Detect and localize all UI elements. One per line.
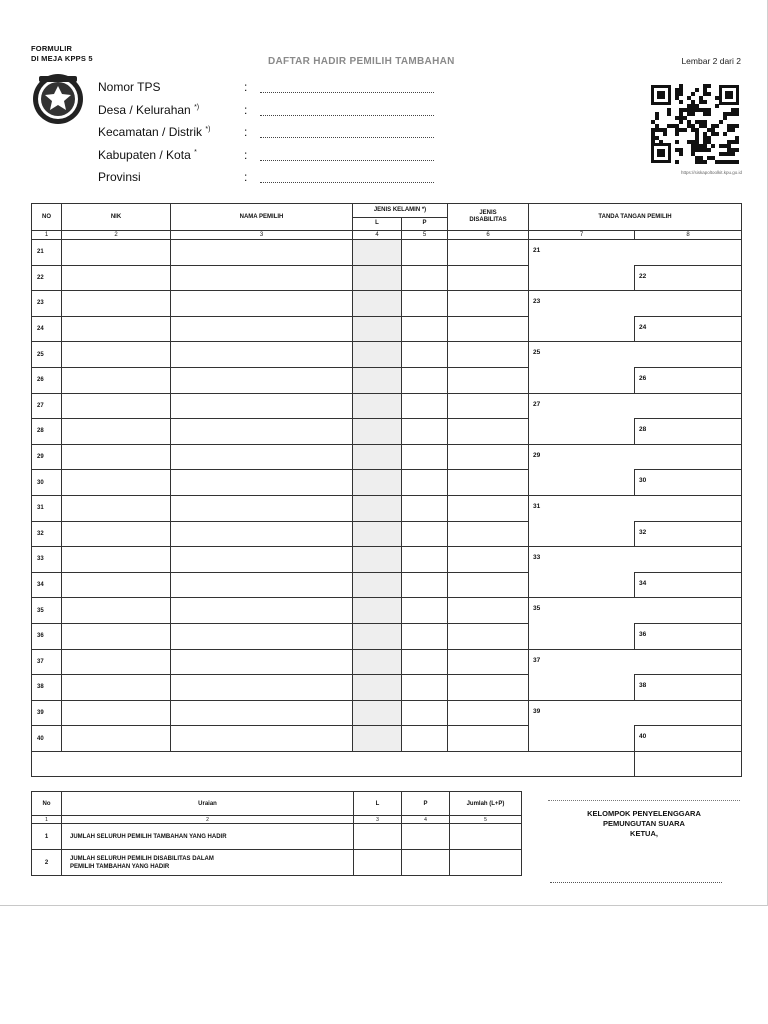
cell-disabilitas[interactable] bbox=[448, 291, 529, 317]
cell-jk-p[interactable] bbox=[402, 623, 448, 649]
field-input-line[interactable] bbox=[260, 80, 434, 93]
sum-cell-l[interactable] bbox=[354, 850, 402, 876]
cell-nama[interactable] bbox=[171, 316, 353, 342]
cell-signature[interactable] bbox=[529, 547, 635, 573]
signature-number: 24 bbox=[639, 323, 647, 331]
summary-table bbox=[31, 791, 522, 876]
table-row bbox=[32, 265, 742, 291]
cell-signature[interactable] bbox=[635, 675, 742, 701]
cell-disabilitas[interactable] bbox=[448, 700, 529, 726]
cell-signature[interactable] bbox=[529, 649, 635, 675]
field-label: Kabupaten / Kota bbox=[98, 147, 191, 162]
cell-signature[interactable] bbox=[529, 444, 635, 470]
cell-jk-p[interactable] bbox=[402, 265, 448, 291]
sum-header-p: P bbox=[402, 792, 450, 816]
cell-signature[interactable] bbox=[529, 598, 635, 624]
cell-nik[interactable] bbox=[62, 495, 171, 521]
row-number: 28 bbox=[32, 419, 62, 445]
signature-org-line2: PEMUNGUTAN SUARA bbox=[603, 819, 685, 828]
row-number: 27 bbox=[32, 393, 62, 419]
form-code bbox=[31, 44, 93, 64]
sum-header-uraian: Uraian bbox=[62, 792, 354, 816]
cell-signature-blank bbox=[635, 547, 742, 573]
sum-header-l: L bbox=[354, 792, 402, 816]
cell-jk-p[interactable] bbox=[402, 393, 448, 419]
cell-jk-p[interactable] bbox=[402, 572, 448, 598]
signature-number: 35 bbox=[533, 605, 541, 613]
signature-number: 33 bbox=[533, 554, 541, 562]
cell-disabilitas[interactable] bbox=[448, 521, 529, 547]
cell-jk-l[interactable] bbox=[353, 240, 402, 266]
cell-jk-l[interactable] bbox=[353, 623, 402, 649]
row-number: 39 bbox=[32, 700, 62, 726]
cell-disabilitas[interactable] bbox=[448, 598, 529, 624]
sum-cell-jumlah[interactable] bbox=[450, 824, 522, 850]
cell-signature[interactable] bbox=[635, 419, 742, 445]
cell-nik[interactable] bbox=[62, 726, 171, 752]
cell-nik[interactable] bbox=[62, 265, 171, 291]
sum-cell-l[interactable] bbox=[354, 824, 402, 850]
signature-number: 26 bbox=[639, 374, 647, 382]
cell-disabilitas[interactable] bbox=[448, 572, 529, 598]
table-row bbox=[32, 675, 742, 701]
cell-signature[interactable] bbox=[635, 572, 742, 598]
qr-url: https://siskapoltoolkit.kpu.go.id bbox=[680, 170, 742, 175]
cell-jk-p[interactable] bbox=[402, 240, 448, 266]
sum-cell-p[interactable] bbox=[402, 824, 450, 850]
cell-disabilitas[interactable] bbox=[448, 495, 529, 521]
field-label: Kecamatan / Distrik bbox=[98, 125, 203, 139]
cell-jk-l[interactable] bbox=[353, 291, 402, 317]
cell-jk-l[interactable] bbox=[353, 470, 402, 496]
cell-nik[interactable] bbox=[62, 547, 171, 573]
cell-nik[interactable] bbox=[62, 470, 171, 496]
cell-nama[interactable] bbox=[171, 444, 353, 470]
form-code-line2: DI MEJA KPPS 5 bbox=[31, 54, 93, 63]
cell-signature-blank bbox=[635, 700, 742, 726]
cell-nik[interactable] bbox=[62, 700, 171, 726]
cell-nama[interactable] bbox=[171, 547, 353, 573]
cell-nik[interactable] bbox=[62, 623, 171, 649]
cell-nama[interactable] bbox=[171, 393, 353, 419]
cell-nama[interactable] bbox=[171, 419, 353, 445]
attendance-body bbox=[32, 240, 742, 777]
signature-role: KETUA, bbox=[630, 829, 658, 838]
cell-nik[interactable] bbox=[62, 598, 171, 624]
cell-jk-l[interactable] bbox=[353, 700, 402, 726]
row-number: 31 bbox=[32, 495, 62, 521]
cell-nama[interactable] bbox=[171, 291, 353, 317]
table-row bbox=[32, 393, 742, 419]
cell-nama[interactable] bbox=[171, 240, 353, 266]
signature-number: 29 bbox=[533, 451, 541, 459]
sum-row bbox=[32, 824, 522, 850]
cell-signature-blank bbox=[529, 316, 635, 342]
cell-signature-blank bbox=[635, 598, 742, 624]
cell-nama[interactable] bbox=[171, 342, 353, 368]
cell-signature-blank bbox=[635, 444, 742, 470]
table-row bbox=[32, 547, 742, 573]
table-row bbox=[32, 572, 742, 598]
kpu-logo-icon bbox=[31, 72, 85, 126]
cell-signature[interactable] bbox=[635, 367, 742, 393]
cell-nama[interactable] bbox=[171, 675, 353, 701]
page-title: DAFTAR HADIR PEMILIH TAMBAHAN bbox=[268, 56, 455, 67]
cell-signature-blank bbox=[635, 291, 742, 317]
cell-jk-p[interactable] bbox=[402, 598, 448, 624]
cell-jk-l[interactable] bbox=[353, 419, 402, 445]
cell-nik[interactable] bbox=[62, 521, 171, 547]
cell-signature-blank bbox=[529, 265, 635, 291]
col-header-l: L bbox=[353, 217, 402, 231]
cell-jk-l[interactable] bbox=[353, 444, 402, 470]
table-row bbox=[32, 598, 742, 624]
cell-disabilitas[interactable] bbox=[448, 367, 529, 393]
cell-signature[interactable] bbox=[635, 265, 742, 291]
cell-signature-blank bbox=[635, 495, 742, 521]
row-number: 40 bbox=[32, 726, 62, 752]
table-row bbox=[32, 291, 742, 317]
field-kecamatan: Kecamatan / Distrik *) : bbox=[98, 125, 434, 148]
signature-number: 30 bbox=[639, 477, 647, 485]
cell-disabilitas[interactable] bbox=[448, 393, 529, 419]
cell-signature[interactable] bbox=[529, 240, 635, 266]
cell-jk-l[interactable] bbox=[353, 726, 402, 752]
qr-code-icon bbox=[650, 84, 740, 164]
signature-name-line[interactable] bbox=[550, 882, 722, 883]
col-header-no: NO bbox=[32, 204, 62, 231]
col-header-nik: NIK bbox=[62, 204, 171, 231]
row-number: 22 bbox=[32, 265, 62, 291]
table-row bbox=[32, 623, 742, 649]
cell-nama[interactable] bbox=[171, 521, 353, 547]
table-row bbox=[32, 495, 742, 521]
cell-nik[interactable] bbox=[62, 393, 171, 419]
cell-disabilitas[interactable] bbox=[448, 316, 529, 342]
cell-disabilitas[interactable] bbox=[448, 470, 529, 496]
cell-jk-l[interactable] bbox=[353, 265, 402, 291]
sum-row bbox=[32, 850, 522, 876]
cell-signature-blank bbox=[529, 572, 635, 598]
cell-jk-l[interactable] bbox=[353, 598, 402, 624]
cell-nik[interactable] bbox=[62, 444, 171, 470]
signature-number: 27 bbox=[533, 400, 541, 408]
cell-signature[interactable] bbox=[529, 291, 635, 317]
row-number: 35 bbox=[32, 598, 62, 624]
signature-number: 31 bbox=[533, 502, 541, 510]
row-number: 38 bbox=[32, 675, 62, 701]
cell-nama[interactable] bbox=[171, 572, 353, 598]
field-input-line[interactable] bbox=[260, 170, 434, 183]
cell-disabilitas[interactable] bbox=[448, 419, 529, 445]
cell-nama[interactable] bbox=[171, 265, 353, 291]
attendance-table bbox=[31, 203, 742, 777]
cell-jk-p[interactable] bbox=[402, 367, 448, 393]
cell-signature-blank bbox=[635, 393, 742, 419]
cell-jk-l[interactable] bbox=[353, 342, 402, 368]
table-row bbox=[32, 649, 742, 675]
signature-number: 22 bbox=[639, 272, 647, 280]
cell-signature[interactable] bbox=[635, 316, 742, 342]
field-nomor-tps bbox=[98, 80, 434, 103]
cell-jk-p[interactable] bbox=[402, 649, 448, 675]
table-row bbox=[32, 240, 742, 266]
cell-jk-p[interactable] bbox=[402, 444, 448, 470]
cell-signature[interactable] bbox=[635, 726, 742, 752]
cell-signature-blank bbox=[635, 649, 742, 675]
cell-disabilitas[interactable] bbox=[448, 675, 529, 701]
cell-jk-p[interactable] bbox=[402, 316, 448, 342]
cell-nama[interactable] bbox=[171, 700, 353, 726]
cell-nama[interactable] bbox=[171, 495, 353, 521]
signature-number: 40 bbox=[639, 733, 647, 741]
table-row bbox=[32, 444, 742, 470]
cell-disabilitas[interactable] bbox=[448, 649, 529, 675]
cell-nama[interactable] bbox=[171, 726, 353, 752]
cell-signature[interactable] bbox=[635, 470, 742, 496]
cell-jk-p[interactable] bbox=[402, 470, 448, 496]
sum-row-desc: JUMLAH SELURUH PEMILIH DISABILITAS DALAM PEMILIH TAMBAHAN YANG HADIR bbox=[62, 850, 354, 876]
cell-jk-p[interactable] bbox=[402, 342, 448, 368]
cell-jk-l[interactable] bbox=[353, 495, 402, 521]
cell-signature-blank bbox=[635, 342, 742, 368]
cell-jk-p[interactable] bbox=[402, 700, 448, 726]
signature-org-line1: KELOMPOK PENYELENGGARA bbox=[587, 809, 701, 818]
cell-disabilitas[interactable] bbox=[448, 547, 529, 573]
cell-disabilitas[interactable] bbox=[448, 444, 529, 470]
cell-disabilitas[interactable] bbox=[448, 726, 529, 752]
sum-row-no: 1 bbox=[32, 824, 62, 850]
field-kabupaten: Kabupaten / Kota * : bbox=[98, 148, 434, 171]
table-footer-row bbox=[32, 751, 742, 776]
row-number: 25 bbox=[32, 342, 62, 368]
cell-signature-blank bbox=[529, 419, 635, 445]
signature-block bbox=[546, 800, 742, 839]
signature-number: 32 bbox=[639, 528, 647, 536]
row-number: 37 bbox=[32, 649, 62, 675]
table-row bbox=[32, 470, 742, 496]
header-fields bbox=[98, 80, 434, 193]
signature-number: 25 bbox=[533, 349, 541, 357]
cell-nik[interactable] bbox=[62, 572, 171, 598]
sum-cell-jumlah[interactable] bbox=[450, 850, 522, 876]
table-row bbox=[32, 700, 742, 726]
field-colon: : bbox=[244, 147, 248, 162]
cell-disabilitas[interactable] bbox=[448, 265, 529, 291]
cell-jk-l[interactable] bbox=[353, 521, 402, 547]
row-number: 34 bbox=[32, 572, 62, 598]
sum-row-desc: JUMLAH SELURUH PEMILIH TAMBAHAN YANG HADIR bbox=[62, 824, 354, 850]
row-number: 26 bbox=[32, 367, 62, 393]
sum-number-row: 1 2 3 4 5 bbox=[32, 816, 522, 824]
table-row bbox=[32, 726, 742, 752]
cell-nik[interactable] bbox=[62, 316, 171, 342]
cell-jk-l[interactable] bbox=[353, 675, 402, 701]
field-input-line[interactable] bbox=[260, 103, 434, 116]
cell-signature-blank bbox=[635, 240, 742, 266]
table-row bbox=[32, 419, 742, 445]
row-number: 30 bbox=[32, 470, 62, 496]
cell-signature-blank bbox=[529, 675, 635, 701]
cell-jk-p[interactable] bbox=[402, 495, 448, 521]
cell-jk-p[interactable] bbox=[402, 726, 448, 752]
cell-signature[interactable] bbox=[529, 495, 635, 521]
field-desa: Desa / Kelurahan *) : bbox=[98, 103, 434, 126]
cell-nama[interactable] bbox=[171, 598, 353, 624]
table-row bbox=[32, 342, 742, 368]
row-number: 24 bbox=[32, 316, 62, 342]
cell-disabilitas[interactable] bbox=[448, 623, 529, 649]
cell-jk-p[interactable] bbox=[402, 521, 448, 547]
signature-number: 23 bbox=[533, 298, 541, 306]
cell-nik[interactable] bbox=[62, 419, 171, 445]
cell-nama[interactable] bbox=[171, 367, 353, 393]
cell-jk-l[interactable] bbox=[353, 367, 402, 393]
cell-signature[interactable] bbox=[529, 342, 635, 368]
field-colon: : bbox=[244, 102, 248, 117]
cell-nik[interactable] bbox=[62, 291, 171, 317]
sum-row-no: 2 bbox=[32, 850, 62, 876]
column-number-row: 1 2 3 4 5 6 7 8 bbox=[32, 231, 742, 240]
row-number: 36 bbox=[32, 623, 62, 649]
signature-number: 37 bbox=[533, 656, 541, 664]
field-colon: : bbox=[244, 125, 248, 139]
signature-number: 38 bbox=[639, 682, 647, 690]
col-header-disabilitas: JENIS DISABILITAS bbox=[448, 204, 529, 231]
row-number: 32 bbox=[32, 521, 62, 547]
col-header-nama: NAMA PEMILIH bbox=[171, 204, 353, 231]
field-colon: : bbox=[244, 170, 248, 184]
cell-jk-l[interactable] bbox=[353, 393, 402, 419]
field-label: Desa / Kelurahan bbox=[98, 102, 191, 117]
cell-jk-l[interactable] bbox=[353, 316, 402, 342]
cell-nama[interactable] bbox=[171, 649, 353, 675]
cell-signature[interactable] bbox=[635, 521, 742, 547]
sum-cell-p[interactable] bbox=[402, 850, 450, 876]
sum-header-no: No bbox=[32, 792, 62, 816]
cell-disabilitas[interactable] bbox=[448, 342, 529, 368]
cell-nama[interactable] bbox=[171, 470, 353, 496]
signature-number: 28 bbox=[639, 426, 647, 434]
cell-jk-p[interactable] bbox=[402, 419, 448, 445]
cell-jk-l[interactable] bbox=[353, 547, 402, 573]
cell-signature[interactable] bbox=[529, 393, 635, 419]
cell-signature-blank bbox=[529, 726, 635, 752]
cell-nik[interactable] bbox=[62, 367, 171, 393]
signature-number: 21 bbox=[533, 247, 541, 254]
field-provinsi bbox=[98, 170, 434, 193]
table-row bbox=[32, 316, 742, 342]
signature-number: 36 bbox=[639, 630, 647, 638]
field-colon: : bbox=[244, 80, 248, 94]
cell-nik[interactable] bbox=[62, 240, 171, 266]
table-row bbox=[32, 521, 742, 547]
col-header-tanda-tangan: TANDA TANGAN PEMILIH bbox=[529, 204, 742, 231]
signature-number: 34 bbox=[639, 579, 647, 587]
signature-date-line[interactable] bbox=[548, 800, 740, 801]
sum-header-jumlah: Jumlah (L+P) bbox=[450, 792, 522, 816]
cell-signature[interactable] bbox=[635, 623, 742, 649]
row-number: 33 bbox=[32, 547, 62, 573]
cell-jk-p[interactable] bbox=[402, 291, 448, 317]
cell-nik[interactable] bbox=[62, 675, 171, 701]
field-input-line[interactable] bbox=[260, 125, 434, 138]
cell-signature-blank bbox=[529, 470, 635, 496]
cell-signature-blank bbox=[529, 367, 635, 393]
cell-signature[interactable] bbox=[529, 700, 635, 726]
cell-nik[interactable] bbox=[62, 342, 171, 368]
cell-nik[interactable] bbox=[62, 649, 171, 675]
sheet-number: Lembar 2 dari 2 bbox=[681, 56, 741, 66]
field-label: Provinsi bbox=[98, 170, 141, 184]
row-number: 29 bbox=[32, 444, 62, 470]
table-row bbox=[32, 367, 742, 393]
cell-jk-l[interactable] bbox=[353, 649, 402, 675]
cell-jk-l[interactable] bbox=[353, 572, 402, 598]
cell-nama[interactable] bbox=[171, 623, 353, 649]
cell-disabilitas[interactable] bbox=[448, 240, 529, 266]
cell-signature-blank bbox=[529, 521, 635, 547]
cell-jk-p[interactable] bbox=[402, 547, 448, 573]
field-label: Nomor TPS bbox=[98, 80, 161, 94]
col-header-jenis-kelamin: JENIS KELAMIN *) bbox=[353, 204, 448, 218]
cell-jk-p[interactable] bbox=[402, 675, 448, 701]
signature-number: 39 bbox=[533, 707, 541, 715]
field-input-line[interactable] bbox=[260, 148, 434, 161]
row-number: 21 bbox=[32, 240, 62, 266]
row-number: 23 bbox=[32, 291, 62, 317]
cell-signature-blank bbox=[529, 623, 635, 649]
col-header-p: P bbox=[402, 217, 448, 231]
form-code-line1: FORMULIR bbox=[31, 44, 73, 53]
